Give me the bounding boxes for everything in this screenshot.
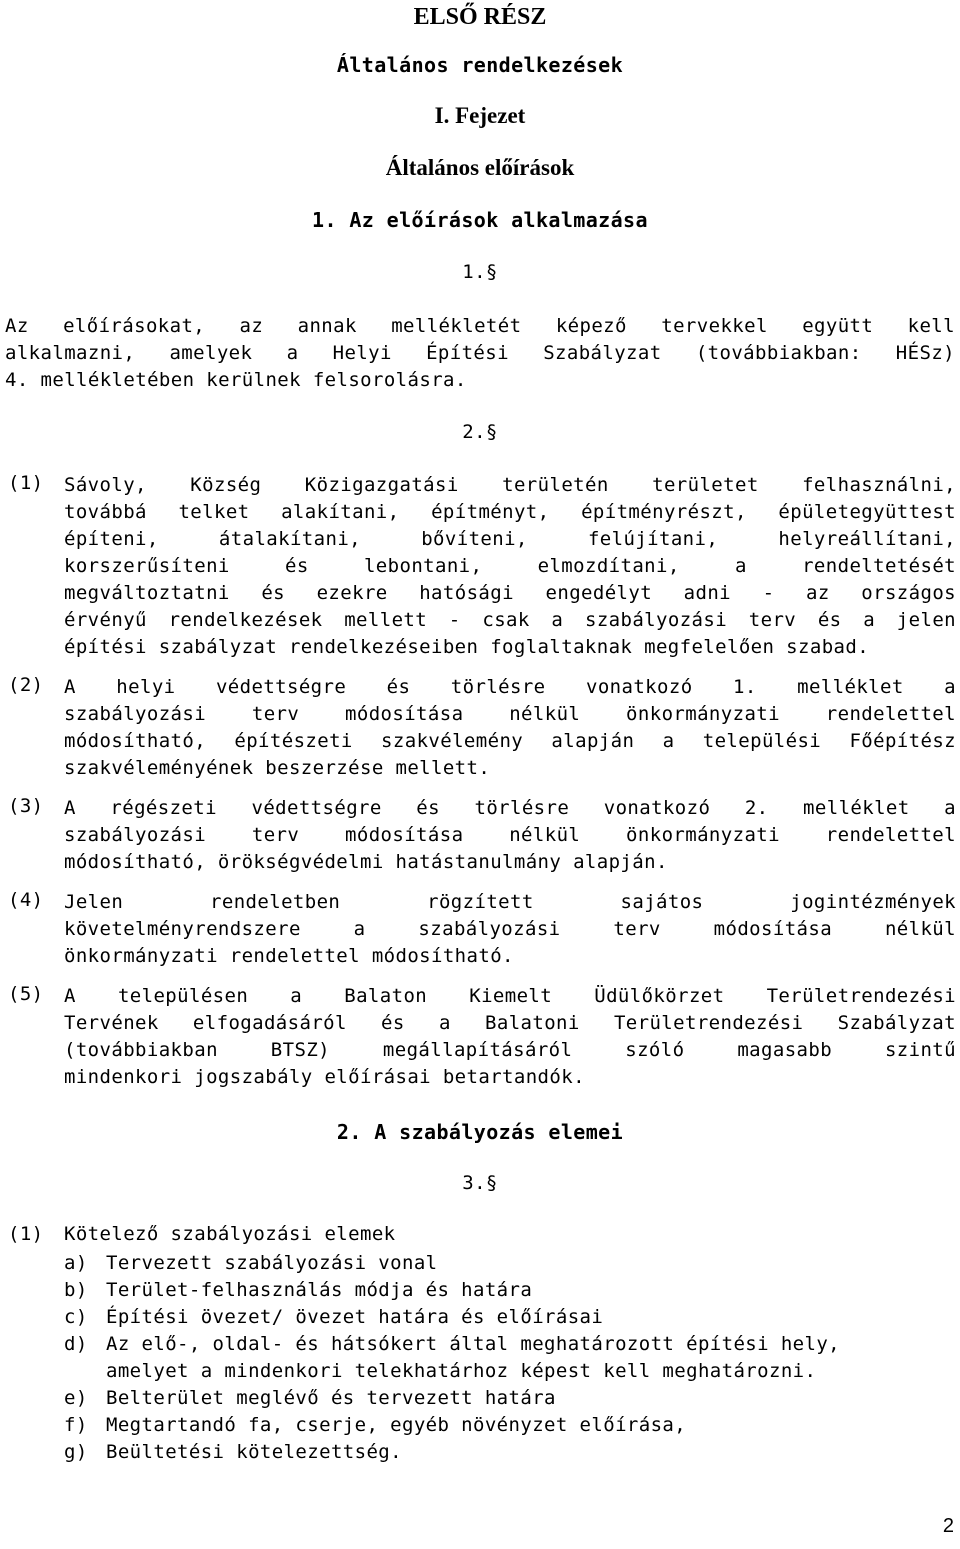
text-line: építési szabályzat rendelkezéseiben foglaltaknak megfelelően szabad. <box>64 636 870 658</box>
list-text: Tervezett szabályozási vonal <box>106 1252 438 1274</box>
text-line: Az előírásokat, az annak mellékletét képező tervekkel együtt kell <box>5 315 955 337</box>
chapter-heading: I. Fejezet <box>434 103 526 128</box>
list-item <box>64 1412 840 1439</box>
text-line: szakvéleményének beszerzése mellett. <box>64 757 491 779</box>
list-letter: g) <box>64 1441 88 1463</box>
item-text <box>64 889 956 970</box>
paragraph-number-3: 3.§ <box>462 1172 498 1194</box>
text-line: mindenkori jogszabály előírásai betartandók. <box>64 1066 585 1088</box>
item-number: (1) <box>8 472 44 494</box>
list-letter: f) <box>64 1414 88 1436</box>
list-item <box>64 1331 840 1385</box>
list-item <box>64 1439 840 1466</box>
section-title-1: 1. Az előírások alkalmazása <box>312 208 648 232</box>
text-line: Tervének elfogadásáról és a Balatoni Területrendezési Szabályzat <box>64 1012 956 1034</box>
part-heading: ELSŐ RÉSZ <box>413 4 547 30</box>
list-text: Belterület meglévő és tervezett határa <box>106 1387 556 1409</box>
item-text: Kötelező szabályozási elemek <box>64 1223 396 1245</box>
text-line: követelményrendszere a szabályozási terv módosítása nélkül <box>64 918 956 940</box>
text-line: Jelen rendeletben rögzített sajátos jogintézmények <box>64 891 956 913</box>
text-line: szabályozási terv módosítása nélkül önkormányzati rendelettel <box>64 824 956 846</box>
text-line: A helyi védettségre és törlésre vonatkozó 1. melléklet a <box>64 676 956 698</box>
regulation-elements-list <box>64 1250 840 1466</box>
text-line: 4. mellékletében kerülnek felsorolásra. <box>5 369 467 391</box>
list-text <box>106 1331 840 1385</box>
text-line: megváltoztatni és ezekre hatósági engedélyt adni - az országos <box>64 582 956 604</box>
item-number: (2) <box>8 674 44 696</box>
item-number: (4) <box>8 889 44 911</box>
item-number: (1) <box>8 1223 44 1245</box>
page-number: 2 <box>942 1515 954 1537</box>
item-number: (3) <box>8 795 44 817</box>
list-text: Építési övezet/ övezet határa és előírásai <box>106 1306 604 1328</box>
text-line: A régészeti védettségre és törlésre vonatkozó 2. melléklet a <box>64 797 956 819</box>
text-line: amelyet a mindenkori telekhatárhoz képest kell meghatározni. <box>106 1360 817 1382</box>
list-item <box>64 1385 840 1412</box>
text-line: önkormányzati rendelettel módosítható. <box>64 945 514 967</box>
paragraph-1-text <box>5 313 955 394</box>
paragraph-number-2: 2.§ <box>462 421 498 443</box>
list-letter: e) <box>64 1387 88 1409</box>
section-title-2: 2. A szabályozás elemei <box>336 1120 624 1144</box>
chapter-title: Általános előírások <box>385 155 575 180</box>
text-line: (továbbiakban BTSZ) megállapításáról szóló magasabb szintű <box>64 1039 956 1061</box>
list-letter: c) <box>64 1306 88 1328</box>
text-line: A településen a Balaton Kiemelt Üdülőkörzet Területrendezési <box>64 985 956 1007</box>
text-line: korszerűsíteni és lebontani, elmozdítani, a rendeltetését <box>64 555 956 577</box>
text-line: szabályozási terv módosítása nélkül önkormányzati rendelettel <box>64 703 956 725</box>
item-text <box>64 674 956 782</box>
list-text: Beültetési kötelezettség. <box>106 1441 402 1463</box>
list-letter: a) <box>64 1252 88 1274</box>
list-text: Terület-felhasználás módja és határa <box>106 1279 533 1301</box>
list-text: Megtartandó fa, cserje, egyéb növényzet előírása, <box>106 1414 687 1436</box>
text-line: építeni, átalakítani, bővíteni, felújítani, helyreállítani, <box>64 528 956 550</box>
text-line: érvényű rendelkezések mellett - csak a szabályozási terv és a jelen <box>64 609 956 631</box>
part-title: Általános rendelkezések <box>336 53 624 77</box>
list-letter: d) <box>64 1333 88 1355</box>
list-letter: b) <box>64 1279 88 1301</box>
item-text <box>64 983 956 1091</box>
item-number: (5) <box>8 983 44 1005</box>
list-item <box>64 1277 840 1304</box>
list-item <box>64 1304 840 1331</box>
paragraph-number-1: 1.§ <box>462 261 498 283</box>
item-text <box>64 795 956 876</box>
text-line: Az elő-, oldal- és hátsókert által meghatározott építési hely, <box>106 1333 841 1355</box>
text-line: módosítható, építészeti szakvélemény alapján a települési Főépítész <box>64 730 956 752</box>
text-line: módosítható, örökségvédelmi hatástanulmány alapján. <box>64 851 668 873</box>
list-item <box>64 1250 840 1277</box>
text-line: továbbá telket alakítani, építményt, építményrészt, épületegyüttest <box>64 501 956 523</box>
text-line: alkalmazni, amelyek a Helyi Építési Szabályzat (továbbiakban: HÉSz) <box>5 342 955 364</box>
item-text <box>64 472 956 661</box>
text-line: Sávoly, Község Közigazgatási területén területet felhasználni, <box>64 474 956 496</box>
